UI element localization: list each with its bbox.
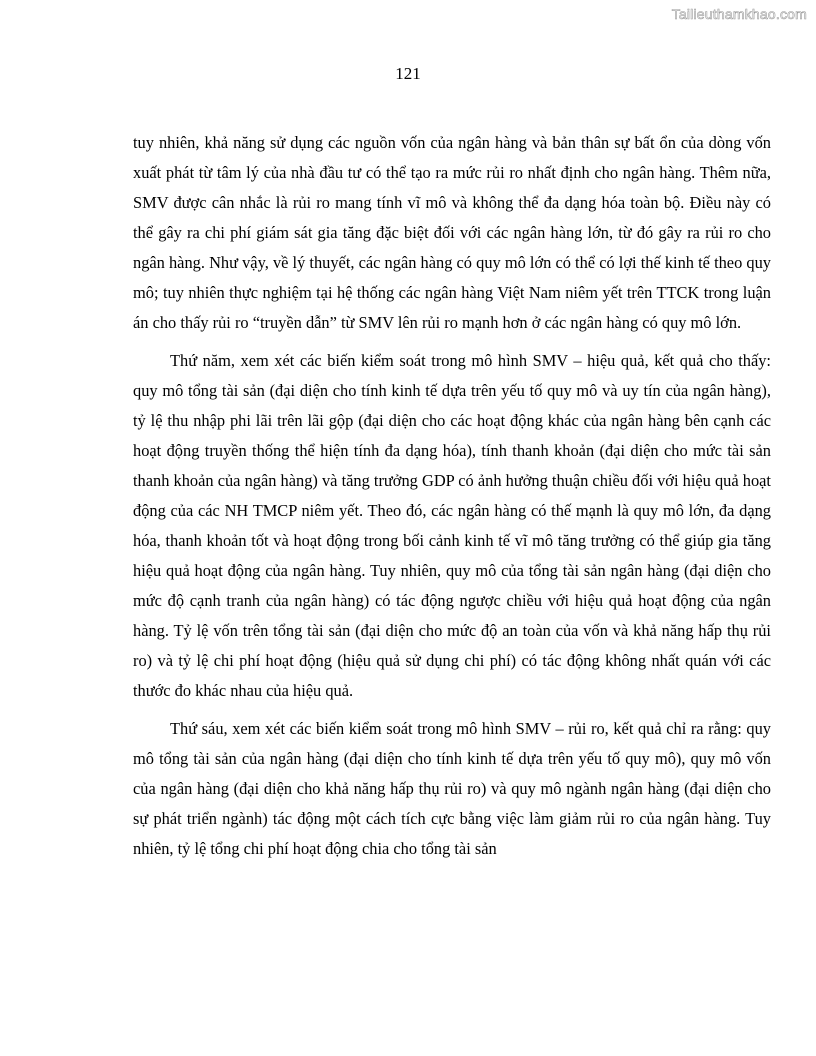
paragraph-continuation: tuy nhiên, khả năng sử dụng các nguồn vốn của ngân hàng và bản thân sự bất ổn của dòng vốn xuất phát từ tâm lý của nhà đầu tư có thể tạo ra mức rủi ro nhất định cho ngân hàng. Thêm nữa, SMV được cân nhắc là rủi ro mang tính vĩ mô và không thể đa dạng hóa toàn bộ. Điều này có thể gây ra chi phí giám sát gia tăng đặc biệt đối với các ngân hàng lớn, từ đó gây ra rủi ro cho ngân hàng. Như vậy, về lý thuyết, các ngân hàng có quy mô lớn có thể có lợi thế kinh tế theo quy mô; tuy nhiên thực nghiệm tại hệ thống các ngân hàng Việt Nam niêm yết trên TTCK trong luận án cho thấy rủi ro “truyền dẫn” từ SMV lên rủi ro mạnh hơn ở các ngân hàng có quy mô lớn. (133, 133, 771, 332)
page-number: 121 (395, 64, 421, 83)
watermark-logo: Tailieuthamkhao.com (671, 6, 807, 22)
document-body (133, 128, 771, 864)
paragraph-thu-sau: Thứ sáu, xem xét các biến kiểm soát trong mô hình SMV – rủi ro, kết quả chỉ ra rằng: quy mô tổng tài sản của ngân hàng (đại diện cho tính kinh tế dựa trên yếu tố quy mô), quy mô vốn của ngân hàng (đại diện cho khả năng hấp thụ rủi ro) và quy mô ngành ngân hàng (đại diện cho sự phát triển ngành) tác động một cách tích cực bằng việc làm giảm rủi ro của ngân hàng. Tuy nhiên, tỷ lệ tổng chi phí hoạt động chia cho tổng tài sản (133, 719, 771, 858)
paragraph-thu-nam: Thứ năm, xem xét các biến kiểm soát trong mô hình SMV – hiệu quả, kết quả cho thấy: quy mô tổng tài sản (đại diện cho tính kinh tế dựa trên yếu tố quy mô và uy tín của ngân hàng), tỷ lệ thu nhập phi lãi trên lãi gộp (đại diện cho các hoạt động khác của ngân hàng bên cạnh các hoạt động truyền thống thể hiện tính đa dạng hóa), tính thanh khoản (đại diện cho mức tài sản thanh khoản của ngân hàng) và tăng trưởng GDP có ảnh hưởng thuận chiều đối với hiệu quả hoạt động của các NH TMCP niêm yết. Theo đó, các ngân hàng có thế mạnh là quy mô lớn, đa dạng hóa, thanh khoản tốt và hoạt động trong bối cảnh kinh tế vĩ mô tăng trưởng có thể giúp gia tăng hiệu quả hoạt động của ngân hàng. Tuy nhiên, quy mô của tổng tài sản ngân hàng (đại diện cho mức độ cạnh tranh của ngân hàng) có tác động ngược chiều với hiệu quả hoạt động của ngân hàng. Tỷ lệ vốn trên tổng tài sản (đại diện cho mức độ an toàn của vốn và khả năng hấp thụ rủi ro) và tỷ lệ chi phí hoạt động (hiệu quả sử dụng chi phí) có tác động không nhất quán với các thước đo khác nhau của hiệu quả. (133, 351, 771, 700)
